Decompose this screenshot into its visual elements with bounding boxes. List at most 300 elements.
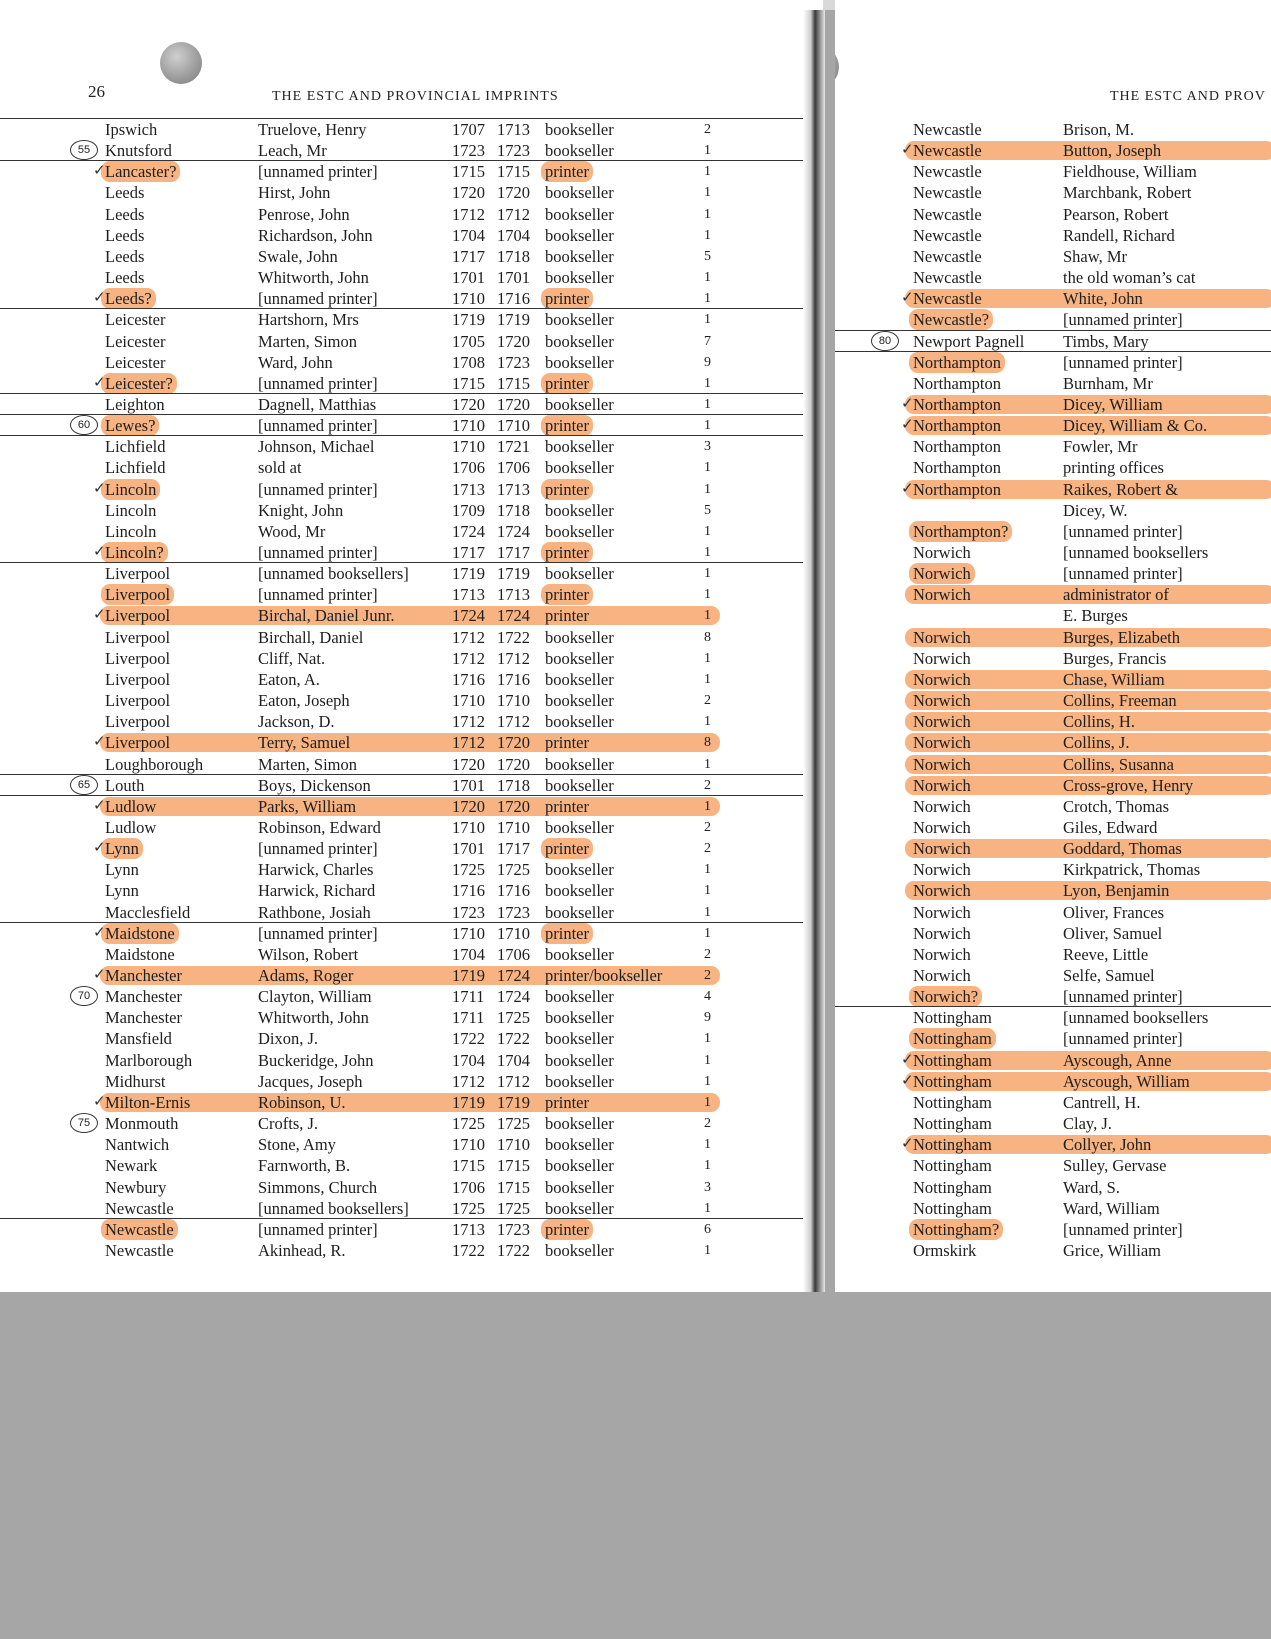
- name-cell: Robinson, Edward: [258, 817, 381, 837]
- table-row: [0, 140, 823, 161]
- year-from-cell: 1725: [452, 1198, 485, 1218]
- town-cell: Norwich: [913, 669, 971, 689]
- town-cell: Newcastle: [105, 1240, 174, 1260]
- year-from-cell: 1711: [452, 1008, 485, 1028]
- name-cell: [unnamed printer]: [1063, 1219, 1183, 1239]
- town-cell: Leicester: [105, 310, 166, 330]
- town-cell: Newcastle: [101, 1219, 178, 1240]
- role-cell: bookseller: [545, 225, 614, 245]
- margin-number: 60: [70, 415, 98, 435]
- year-from-cell: 1701: [452, 268, 485, 288]
- year-from-cell: 1724: [452, 606, 485, 626]
- town-cell: Macclesfield: [105, 902, 191, 922]
- role-cell: bookseller: [545, 500, 614, 520]
- role-cell: printer: [545, 606, 589, 626]
- year-to-cell: 1722: [497, 1029, 530, 1049]
- table-rule: [0, 393, 823, 394]
- name-cell: Fowler, Mr: [1063, 437, 1138, 457]
- role-cell: bookseller: [545, 268, 614, 288]
- town-cell: Newport Pagnell: [913, 331, 1025, 351]
- table-row: [835, 1134, 1271, 1155]
- count-cell: 2: [704, 968, 711, 983]
- town-cell: Midhurst: [105, 1071, 166, 1091]
- name-cell: Harwick, Charles: [258, 860, 374, 880]
- table-row: [0, 584, 823, 605]
- name-cell: Clay, J.: [1063, 1114, 1112, 1134]
- name-cell: Oliver, Frances: [1063, 902, 1165, 922]
- name-cell: Lyon, Benjamin: [1063, 881, 1170, 901]
- name-cell: Eaton, Joseph: [258, 691, 350, 711]
- table-row: [0, 1113, 823, 1134]
- year-to-cell: 1716: [497, 669, 530, 689]
- town-cell: Nottingham: [913, 1156, 992, 1176]
- role-cell: printer: [541, 923, 593, 944]
- table-row: [0, 1240, 823, 1261]
- year-to-cell: 1723: [497, 141, 530, 161]
- year-to-cell: 1722: [497, 1240, 530, 1260]
- table-rule: [0, 774, 823, 775]
- year-to-cell: 1725: [497, 860, 530, 880]
- year-to-cell: 1715: [497, 1177, 530, 1197]
- town-cell: Lincoln?: [101, 542, 168, 563]
- count-cell: 1: [704, 671, 711, 687]
- count-cell: 1: [704, 587, 711, 603]
- check-mark-icon: ✓: [93, 607, 106, 624]
- town-cell: Norwich: [913, 944, 971, 964]
- year-from-cell: 1706: [452, 1177, 485, 1197]
- table-row: [0, 923, 823, 944]
- year-from-cell: 1719: [452, 564, 485, 584]
- name-cell: Parks, William: [258, 796, 357, 816]
- table-row: [0, 352, 823, 373]
- role-cell: printer/bookseller: [545, 966, 663, 985]
- town-cell: Louth: [105, 775, 145, 795]
- year-from-cell: 1717: [452, 246, 485, 266]
- name-cell: administrator of: [1063, 585, 1169, 605]
- town-cell: Manchester: [105, 1008, 182, 1028]
- town-cell: Liverpool: [105, 691, 171, 711]
- table-row: [0, 288, 823, 309]
- town-cell: Knutsford: [105, 141, 172, 161]
- town-cell: Ludlow: [105, 817, 157, 837]
- name-cell: [unnamed printer]: [258, 839, 378, 859]
- town-cell: Leeds: [105, 225, 145, 245]
- town-cell: Loughborough: [105, 754, 204, 774]
- name-cell: [unnamed printer]: [258, 162, 378, 182]
- table-row: [835, 1050, 1271, 1071]
- town-cell: Milton-Ernis: [105, 1092, 191, 1112]
- year-to-cell: 1717: [497, 839, 530, 859]
- town-cell: Norwich: [913, 881, 971, 901]
- table-row: [835, 288, 1271, 309]
- year-to-cell: 1725: [497, 1008, 530, 1028]
- year-from-cell: 1717: [452, 543, 485, 562]
- table-row: [0, 1092, 823, 1113]
- name-cell: Kirkpatrick, Thomas: [1063, 860, 1201, 880]
- town-cell: Newbury: [105, 1177, 167, 1197]
- name-cell: Brison, M.: [1063, 120, 1135, 139]
- table-row: [835, 838, 1271, 859]
- name-cell: E. Burges: [1063, 606, 1128, 626]
- table-row: [835, 542, 1271, 563]
- name-cell: Selfe, Samuel: [1063, 966, 1155, 985]
- town-cell: Norwich: [913, 733, 971, 753]
- role-cell: printer: [541, 1219, 593, 1240]
- table-rule: [835, 351, 1271, 352]
- table-row: [835, 394, 1271, 415]
- table-row: [0, 838, 823, 859]
- name-cell: the old woman’s cat: [1063, 268, 1196, 288]
- role-cell: bookseller: [545, 310, 614, 330]
- year-from-cell: 1710: [452, 416, 485, 436]
- town-cell: Northampton: [913, 479, 1001, 499]
- year-to-cell: 1704: [497, 225, 530, 245]
- count-cell: 3: [704, 1179, 711, 1195]
- running-head: THE ESTC AND PROVINCIAL IMPRINTS: [272, 89, 559, 104]
- table-row: [835, 204, 1271, 225]
- table-row: [0, 415, 823, 436]
- town-cell: Northampton: [913, 373, 1001, 393]
- role-cell: bookseller: [545, 564, 614, 584]
- count-cell: 6: [704, 1221, 711, 1237]
- name-cell: [unnamed printer]: [1063, 310, 1183, 330]
- margin-number: 70: [70, 986, 98, 1006]
- town-cell: Manchester: [105, 966, 182, 985]
- name-cell: [unnamed printer]: [1063, 1029, 1183, 1049]
- table-row: [835, 627, 1271, 648]
- name-cell: [unnamed printer]: [258, 585, 378, 605]
- check-mark-icon: ✓: [93, 290, 106, 307]
- check-mark-icon: ✓: [93, 544, 106, 560]
- table-row: [835, 775, 1271, 796]
- name-cell: Dagnell, Matthias: [258, 394, 377, 414]
- town-cell: Norwich: [913, 543, 971, 562]
- count-cell: 1: [704, 608, 711, 624]
- role-cell: bookseller: [545, 648, 614, 668]
- town-cell: Nottingham: [913, 1092, 992, 1112]
- year-to-cell: 1715: [497, 1156, 530, 1176]
- town-cell: Lynn: [105, 881, 139, 901]
- role-cell: printer: [545, 796, 589, 816]
- check-mark-icon: ✓: [93, 480, 106, 497]
- count-cell: 2: [704, 1116, 711, 1132]
- name-cell: Crofts, J.: [258, 1114, 319, 1134]
- year-from-cell: 1704: [452, 944, 485, 964]
- table-row: [835, 331, 1271, 352]
- name-cell: Simmons, Church: [258, 1177, 378, 1197]
- margin-number: 65: [70, 775, 98, 795]
- town-cell: Nottingham: [913, 1114, 992, 1134]
- town-cell: Norwich: [913, 796, 971, 816]
- year-from-cell: 1720: [452, 394, 485, 414]
- year-to-cell: 1717: [497, 543, 530, 562]
- role-cell: bookseller: [545, 204, 614, 224]
- table-rule: [835, 330, 1271, 331]
- year-from-cell: 1712: [452, 1071, 485, 1091]
- table-row: [835, 267, 1271, 288]
- table-row: [0, 500, 823, 521]
- count-cell: 1: [704, 1094, 711, 1110]
- name-cell: Buckeridge, John: [258, 1050, 374, 1070]
- year-from-cell: 1710: [452, 437, 485, 457]
- count-cell: 1: [704, 1031, 711, 1047]
- name-cell: Collins, J.: [1063, 733, 1130, 753]
- year-from-cell: 1701: [452, 839, 485, 859]
- town-cell: Leicester?: [101, 373, 177, 394]
- name-cell: Timbs, Mary: [1063, 331, 1149, 351]
- role-cell: printer: [541, 542, 593, 563]
- year-from-cell: 1725: [452, 1114, 485, 1134]
- year-to-cell: 1724: [497, 521, 530, 541]
- role-cell: bookseller: [545, 352, 614, 372]
- table-row: [0, 225, 823, 246]
- name-cell: [unnamed printer]: [1063, 521, 1183, 541]
- check-mark-icon: ✓: [93, 924, 106, 941]
- year-to-cell: 1704: [497, 1050, 530, 1070]
- town-cell: Liverpool: [105, 627, 171, 647]
- year-to-cell: 1710: [497, 1135, 530, 1155]
- name-cell: [unnamed booksellers: [1063, 543, 1209, 562]
- count-cell: 1: [704, 1137, 711, 1153]
- year-to-cell: 1724: [497, 966, 530, 985]
- count-cell: 1: [704, 206, 711, 222]
- town-cell: Leeds?: [101, 288, 156, 309]
- table-row: [0, 944, 823, 965]
- table-row: [835, 1198, 1271, 1219]
- year-to-cell: 1723: [497, 1219, 530, 1239]
- year-from-cell: 1720: [452, 754, 485, 774]
- year-from-cell: 1704: [452, 1050, 485, 1070]
- year-from-cell: 1713: [452, 1219, 485, 1239]
- year-to-cell: 1713: [497, 120, 530, 139]
- name-cell: Swale, John: [258, 246, 338, 266]
- count-cell: 1: [704, 566, 711, 582]
- table-rule: [0, 922, 823, 923]
- role-cell: bookseller: [545, 1156, 614, 1176]
- town-cell: Newcastle?: [909, 309, 993, 330]
- count-cell: 1: [704, 396, 711, 412]
- name-cell: [unnamed printer]: [258, 479, 378, 499]
- name-cell: Terry, Samuel: [258, 733, 351, 753]
- table-row: [0, 119, 823, 140]
- name-cell: Hirst, John: [258, 183, 331, 203]
- count-cell: 1: [704, 798, 711, 814]
- table-row: [835, 352, 1271, 373]
- count-cell: 4: [704, 989, 711, 1005]
- count-cell: 1: [704, 545, 711, 560]
- role-cell: bookseller: [545, 627, 614, 647]
- town-cell: Nottingham: [913, 1198, 992, 1218]
- year-to-cell: 1720: [497, 183, 530, 203]
- count-cell: 1: [704, 375, 711, 391]
- name-cell: Collins, Freeman: [1063, 691, 1177, 711]
- name-cell: [unnamed printer]: [258, 289, 378, 309]
- table-rule: [0, 160, 823, 161]
- year-to-cell: 1724: [497, 987, 530, 1007]
- town-cell: Lewes?: [101, 415, 159, 436]
- year-to-cell: 1720: [497, 394, 530, 414]
- name-cell: Boys, Dickenson: [258, 775, 371, 795]
- check-mark-icon: ✓: [93, 734, 106, 751]
- table-row: [0, 1007, 823, 1028]
- role-cell: bookseller: [545, 669, 614, 689]
- town-cell: Ipswich: [105, 120, 158, 139]
- role-cell: bookseller: [545, 775, 614, 795]
- name-cell: Collyer, John: [1063, 1135, 1152, 1155]
- town-cell: Norwich: [913, 775, 971, 795]
- town-cell: Nottingham: [913, 1135, 992, 1155]
- year-to-cell: 1719: [497, 310, 530, 330]
- town-cell: Leeds: [105, 183, 145, 203]
- table-row: [835, 479, 1271, 500]
- year-from-cell: 1715: [452, 162, 485, 182]
- town-cell: Lichfield: [105, 458, 166, 478]
- table-rule: [0, 562, 823, 563]
- table-row: [835, 669, 1271, 690]
- year-from-cell: 1720: [452, 183, 485, 203]
- year-from-cell: 1712: [452, 204, 485, 224]
- count-cell: 1: [704, 291, 711, 307]
- role-cell: bookseller: [545, 120, 614, 139]
- name-cell: Cross-grove, Henry: [1063, 775, 1194, 795]
- year-to-cell: 1716: [497, 289, 530, 309]
- year-from-cell: 1710: [452, 691, 485, 711]
- town-cell: Lynn: [101, 838, 143, 859]
- role-cell: printer: [541, 161, 593, 182]
- name-cell: Chase, William: [1063, 669, 1165, 689]
- name-cell: Dicey, William & Co.: [1063, 416, 1208, 436]
- town-cell: Liverpool: [105, 733, 171, 753]
- year-from-cell: 1722: [452, 1029, 485, 1049]
- year-from-cell: 1713: [452, 585, 485, 605]
- year-to-cell: 1724: [497, 606, 530, 626]
- name-cell: Shaw, Mr: [1063, 246, 1128, 266]
- count-cell: 1: [704, 756, 711, 772]
- punch-hole: [835, 46, 839, 88]
- name-cell: Johnson, Michael: [258, 437, 375, 457]
- year-from-cell: 1704: [452, 225, 485, 245]
- table-row: [0, 267, 823, 288]
- table-row: [0, 648, 823, 669]
- year-to-cell: 1721: [497, 437, 530, 457]
- table-row: [0, 182, 823, 203]
- town-cell: Norwich?: [909, 986, 982, 1007]
- name-cell: Grice, William: [1063, 1240, 1162, 1260]
- table-row: [0, 1028, 823, 1049]
- town-cell: Northampton?: [909, 521, 1012, 542]
- table-row: [835, 1219, 1271, 1240]
- table-row: [835, 373, 1271, 394]
- table-row: [835, 119, 1271, 140]
- right-page: [835, 0, 1271, 1292]
- town-cell: Norwich: [909, 563, 975, 584]
- year-to-cell: 1710: [497, 691, 530, 711]
- year-to-cell: 1712: [497, 712, 530, 732]
- name-cell: [unnamed printer]: [258, 543, 378, 562]
- town-cell: Liverpool: [105, 712, 171, 732]
- town-cell: Newcastle: [913, 225, 982, 245]
- name-cell: Ward, John: [258, 352, 333, 372]
- table-row: [0, 711, 823, 732]
- town-cell: Northampton: [913, 458, 1001, 478]
- name-cell: Button, Joseph: [1063, 141, 1162, 161]
- year-to-cell: 1720: [497, 733, 530, 753]
- page-number: 26: [88, 82, 105, 101]
- year-from-cell: 1719: [452, 310, 485, 330]
- town-cell: Newark: [105, 1156, 158, 1176]
- name-cell: Collins, Susanna: [1063, 754, 1174, 774]
- year-to-cell: 1723: [497, 352, 530, 372]
- table-row: [0, 373, 823, 394]
- count-cell: 1: [704, 1158, 711, 1174]
- town-cell: Nantwich: [105, 1135, 170, 1155]
- year-to-cell: 1722: [497, 627, 530, 647]
- year-from-cell: 1712: [452, 627, 485, 647]
- count-cell: 2: [704, 841, 711, 857]
- count-cell: 1: [704, 523, 711, 539]
- town-cell: Newcastle: [913, 204, 982, 224]
- name-cell: Reeve, Little: [1063, 944, 1149, 964]
- town-cell: Norwich: [913, 839, 971, 859]
- town-cell: Ormskirk: [913, 1240, 977, 1260]
- year-to-cell: 1719: [497, 564, 530, 584]
- town-cell: Monmouth: [105, 1114, 179, 1134]
- count-cell: 1: [704, 1200, 711, 1216]
- role-cell: bookseller: [545, 141, 614, 161]
- year-to-cell: 1725: [497, 1114, 530, 1134]
- year-to-cell: 1706: [497, 944, 530, 964]
- highlight-band: [100, 797, 720, 816]
- year-to-cell: 1710: [497, 817, 530, 837]
- table-row: [835, 986, 1271, 1007]
- table-row: [835, 1155, 1271, 1176]
- table-row: [835, 457, 1271, 478]
- town-cell: Liverpool: [105, 648, 171, 668]
- table-rule: [0, 414, 823, 415]
- check-mark-icon: ✓: [901, 417, 914, 434]
- table-row: [835, 1177, 1271, 1198]
- count-cell: 1: [704, 164, 711, 180]
- name-cell: Marten, Simon: [258, 754, 357, 774]
- name-cell: Robinson, U.: [258, 1092, 346, 1112]
- count-cell: 1: [704, 925, 711, 941]
- town-cell: Norwich: [913, 754, 971, 774]
- name-cell: Ayscough, Anne: [1063, 1050, 1172, 1070]
- year-to-cell: 1718: [497, 500, 530, 520]
- role-cell: bookseller: [545, 246, 614, 266]
- role-cell: bookseller: [545, 1198, 614, 1218]
- year-to-cell: 1713: [497, 479, 530, 499]
- check-mark-icon: ✓: [901, 395, 914, 412]
- check-mark-icon: ✓: [93, 797, 106, 814]
- name-cell: Randell, Richard: [1063, 225, 1175, 245]
- count-cell: 1: [704, 481, 711, 497]
- name-cell: Burges, Elizabeth: [1063, 627, 1180, 647]
- table-row: [0, 817, 823, 838]
- year-from-cell: 1709: [452, 500, 485, 520]
- count-cell: 5: [704, 248, 711, 264]
- highlight-band: [100, 1093, 720, 1112]
- running-head: THE ESTC AND PROV: [1110, 89, 1266, 104]
- count-cell: 2: [704, 122, 711, 137]
- table-row: [835, 690, 1271, 711]
- town-cell: Nottingham: [913, 1177, 992, 1197]
- table-row: [0, 859, 823, 880]
- role-cell: printer: [541, 479, 593, 500]
- town-cell: Newcastle: [913, 162, 982, 182]
- check-mark-icon: ✓: [93, 967, 106, 983]
- town-cell: Nottingham: [913, 1050, 992, 1070]
